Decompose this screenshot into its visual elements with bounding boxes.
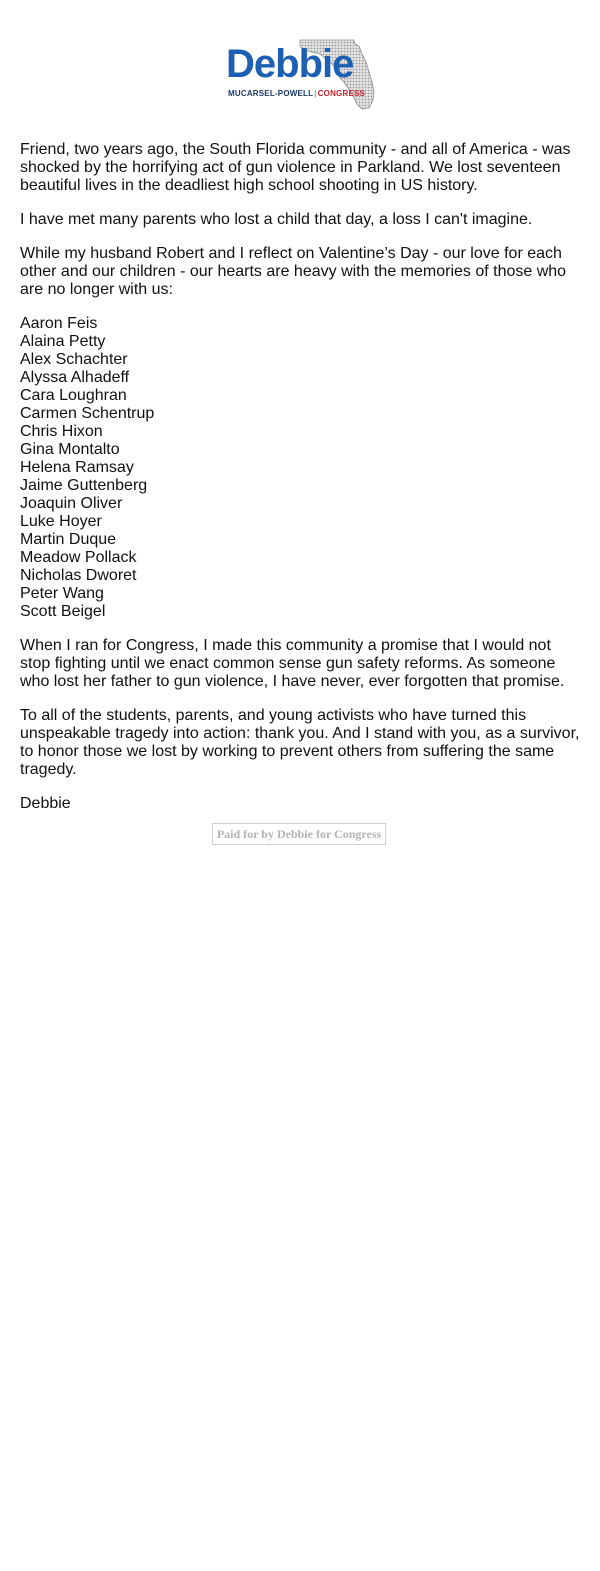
- list-item: Chris Hixon: [20, 423, 103, 440]
- list-item: Jaime Guttenberg: [20, 477, 148, 494]
- list-item: Joaquin Oliver: [20, 495, 123, 512]
- list-item: Meadow Pollack: [20, 549, 137, 566]
- list-item: Luke Hoyer: [20, 513, 102, 530]
- list-item: Alaina Petty: [20, 333, 106, 350]
- list-item: Alyssa Alhadeff: [20, 369, 130, 386]
- logo-subtitle-name: MUCARSEL-POWELL: [228, 89, 314, 98]
- logo-wordmark: Debbie: [226, 42, 354, 86]
- logo-subtitle-separator: |: [314, 89, 317, 98]
- logo-subtitle-office: CONGRESS: [317, 89, 366, 98]
- list-item: Martin Duque: [20, 531, 117, 548]
- list-item: Helena Ramsay: [20, 459, 134, 476]
- paragraph-intro: Friend, two years ago, the South Florida community - and all of America - was shocked by the horrifying act of gun violence in Parkland. We lost seventeen beautiful lives in the deadliest high school shooting in US history.: [20, 141, 571, 194]
- list-item: Nicholas Dworet: [20, 567, 137, 584]
- paid-for-disclaimer: Paid for by Debbie for Congress: [212, 823, 386, 845]
- signoff-name: Debbie: [20, 795, 71, 812]
- list-item: Carmen Schentrup: [20, 405, 155, 422]
- paragraph-valentines: While my husband Robert and I reflect on Valentine’s Day - our love for each other and our children - our hearts are heavy with the memories of those who are no longer with us:: [20, 245, 567, 298]
- list-item: Scott Beigel: [20, 603, 106, 620]
- list-item: Cara Loughran: [20, 387, 127, 404]
- paragraph-promise: When I ran for Congress, I made this community a promise that I would not stop fighting until we enact common sense gun safety reforms. As someone who lost her father to gun violence, I have never, ever forgotten that promise.: [20, 637, 565, 690]
- paragraph-thanks: To all of the students, parents, and young activists who have turned this unspeakable tragedy into action: thank you. And I stand with you, as a survivor, to honor those we lost by working to prevent others from suffering the same tragedy.: [20, 707, 580, 778]
- list-item: Aaron Feis: [20, 315, 98, 332]
- paragraph-parents: I have met many parents who lost a child that day, a loss I can't imagine.: [20, 211, 533, 228]
- list-item: Alex Schachter: [20, 351, 128, 368]
- signoff: [20, 795, 584, 813]
- victims-list: [20, 315, 584, 621]
- letter-body: [20, 141, 584, 829]
- list-item: Peter Wang: [20, 585, 104, 602]
- list-item: Gina Montalto: [20, 441, 120, 458]
- campaign-logo: [226, 38, 376, 110]
- logo-subtitle: [228, 89, 365, 99]
